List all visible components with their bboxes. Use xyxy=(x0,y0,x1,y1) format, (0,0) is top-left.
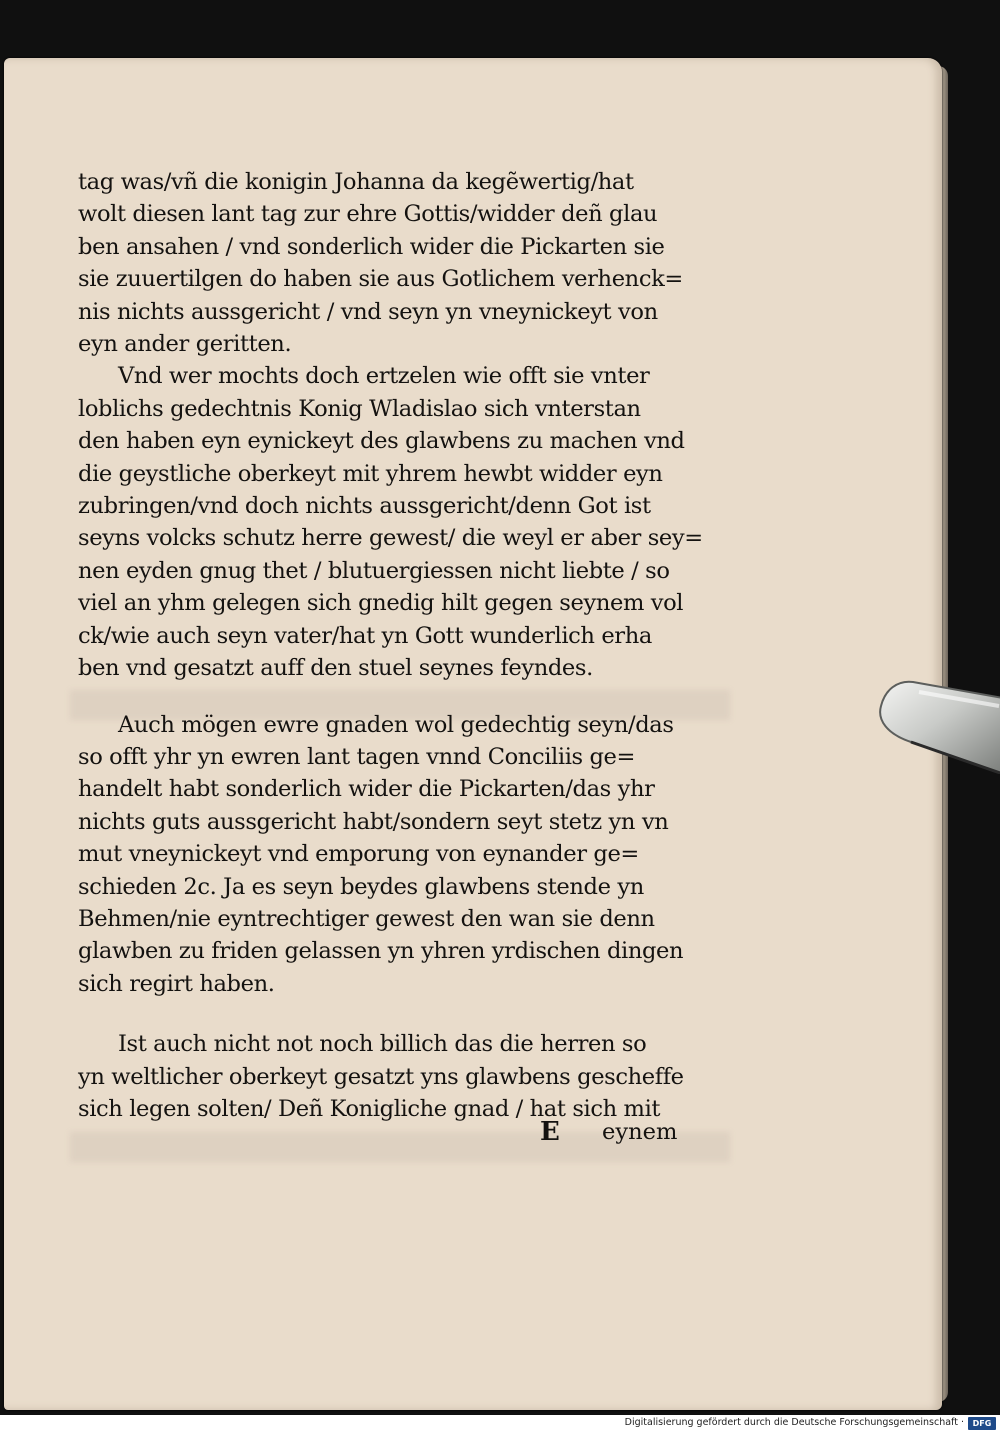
text-line: ben ansahen / vnd sonderlich wider die Pickarten sie xyxy=(78,233,665,260)
text-line: nichts guts aussgericht habt/sondern seyt stetz yn vn xyxy=(78,808,669,835)
text-line: so offt yhr yn ewren lant tagen vnnd Conciliis ge= xyxy=(78,743,636,770)
text-line: nis nichts aussgericht / vnd seyn yn vneynickeyt von xyxy=(78,298,658,325)
paragraph-4 xyxy=(78,1028,718,1125)
dfg-logo: DFG xyxy=(968,1417,996,1430)
text-line: mut vneynickeyt vnd emporung von eynander ge= xyxy=(78,841,639,868)
page-text xyxy=(78,166,718,1125)
text-line: zubringen/vnd doch nichts aussgericht/denn Got ist xyxy=(78,493,651,520)
text-line: Vnd wer mochts doch ertzelen wie offt sie vnter xyxy=(118,363,650,390)
paragraph-1 xyxy=(78,166,718,360)
text-line: schieden 2c. Ja es seyn beydes glawbens stende yn xyxy=(78,873,644,900)
text-line: glawben zu friden gelassen yn yhren yrdischen dingen xyxy=(78,938,684,965)
catchword: eynem xyxy=(602,1119,678,1145)
text-line: Ist auch nicht not noch billich das die herren so xyxy=(118,1031,647,1058)
text-line: Behmen/nie eyntrechtiger gewest den wan sie denn xyxy=(78,905,655,932)
text-line: eyn ander geritten. xyxy=(78,331,292,358)
text-line: Auch mögen ewre gnaden wol gedechtig seyn/das xyxy=(118,711,674,738)
page-clip-icon xyxy=(873,676,1000,774)
text-line: yn weltlicher oberkeyt gesatzt yns glawbens gescheffe xyxy=(78,1063,684,1090)
text-line: wolt diesen lant tag zur ehre Gottis/widder deñ glau xyxy=(78,201,658,228)
text-line: den haben eyn eynickeyt des glawbens zu machen vnd xyxy=(78,428,685,455)
signature-line xyxy=(540,1117,720,1147)
text-line: seyns volcks schutz herre gewest/ die weyl er aber sey= xyxy=(78,525,703,552)
footer-credit: Digitalisierung gefördert durch die Deutsche Forschungsgemeinschaft · xyxy=(624,1417,964,1428)
text-line: sich legen solten/ Deñ Konigliche gnad / hat sich mit xyxy=(78,1095,661,1122)
text-line: die geystliche oberkeyt mit yhrem hewbt widder eyn xyxy=(78,460,663,487)
footer-bar xyxy=(0,1415,1000,1433)
text-line: loblichs gedechtnis Konig Wladislao sich vnterstan xyxy=(78,395,641,422)
text-line: tag was/vñ die konigin Johanna da kegẽwertig/hat xyxy=(78,169,634,195)
text-line: nen eyden gnug thet / blutuergiessen nicht liebte / so xyxy=(78,557,670,584)
text-line: viel an yhm gelegen sich gnedig hilt gegen seynem vol xyxy=(78,590,684,617)
text-line: sie zuuertilgen do haben sie aus Gotlichem verhenck= xyxy=(78,266,683,293)
text-line: ben vnd gesatzt auff den stuel seynes feyndes. xyxy=(78,655,593,682)
signature-mark: E xyxy=(540,1117,560,1147)
text-line: sich regirt haben. xyxy=(78,970,275,997)
text-line: handelt habt sonderlich wider die Pickarten/das yhr xyxy=(78,776,655,803)
paragraph-3 xyxy=(78,709,718,1001)
paragraph-2 xyxy=(78,360,718,684)
text-line: ck/wie auch seyn vater/hat yn Gott wunderlich erha xyxy=(78,622,652,649)
